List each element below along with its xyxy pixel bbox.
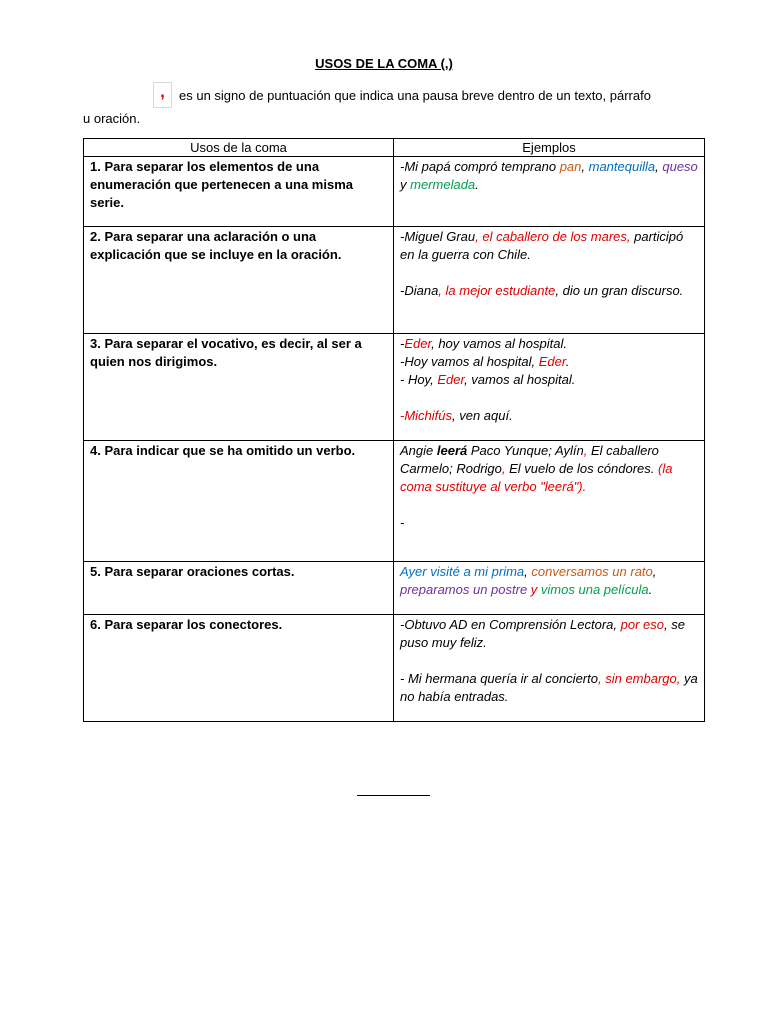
example-text-segment: (la coma sustituye al verbo "leerá").: [400, 461, 673, 494]
example-paragraph: [400, 371, 699, 389]
example-paragraph: [400, 407, 699, 425]
table-row: [84, 157, 705, 227]
example-paragraph: [400, 228, 699, 264]
example-text-segment: ,: [501, 461, 506, 476]
comma-symbol-box: ,: [153, 82, 172, 108]
example-text-segment: Paco Yunque; Aylín: [467, 443, 584, 458]
example-text-segment: leerá: [436, 443, 468, 458]
example-paragraph: [400, 670, 699, 706]
example-text-segment: , el caballero de los mares,: [475, 229, 631, 244]
example-text-segment: Eder: [437, 372, 465, 387]
table-header-row: [84, 139, 705, 157]
comma-use-examples: [394, 441, 705, 562]
example-text-segment: -Hoy vamos al hospital,: [400, 354, 539, 369]
example-text-segment: mantequilla: [588, 159, 656, 174]
example-text-segment: ,: [652, 564, 657, 579]
example-paragraph: [400, 442, 699, 496]
example-text-segment: -: [400, 336, 405, 351]
example-text-segment: pan: [559, 159, 582, 174]
example-text-segment: Ayer visité a mi prima: [400, 564, 525, 579]
example-text-segment: .: [565, 354, 570, 369]
example-text-segment: preparamos un postre: [400, 582, 528, 597]
intro-text-line-2: u oración.: [83, 111, 141, 126]
intro-text-line-1: es un signo de puntuación que indica una pausa breve dentro de un texto, párrafo: [179, 88, 651, 103]
example-text-segment: ,: [655, 159, 663, 174]
example-text-segment: participó en la guerra con Chile.: [400, 229, 684, 262]
example-paragraph: [400, 563, 699, 599]
example-paragraph: [400, 616, 699, 652]
comma-use-description: 3. Para separar el vocativo, es decir, al ser a quien nos dirigimos.: [84, 334, 394, 441]
column-header-uses: Usos de la coma: [84, 139, 394, 157]
comma-use-description: 5. Para separar oraciones cortas.: [84, 562, 394, 615]
comma-use-examples: [394, 334, 705, 441]
example-text-segment: .: [648, 582, 653, 597]
example-text-segment: - Mi hermana quería ir al concierto: [400, 671, 598, 686]
example-text-segment: El caballero Carmelo; Rodrigo: [400, 443, 659, 476]
column-header-examples: Ejemplos: [394, 139, 705, 157]
table-row: [84, 562, 705, 615]
signature-line: [357, 795, 430, 796]
example-text-segment: ,: [581, 159, 589, 174]
comma-uses-table: [83, 138, 705, 722]
example-paragraph: [400, 353, 699, 371]
example-text-segment: por eso: [620, 617, 665, 632]
comma-use-examples: [394, 157, 705, 227]
example-text-segment: , vamos al hospital.: [464, 372, 576, 387]
table-row: [84, 441, 705, 562]
example-text-segment: El vuelo de los cóndores.: [505, 461, 658, 476]
example-text-segment: -Mi papá compró temprano: [400, 159, 560, 174]
example-paragraph: [400, 514, 699, 532]
example-paragraph: [400, 335, 699, 353]
comma-use-description: 1. Para separar los elementos de una enumeración que pertenecen a una misma serie.: [84, 157, 394, 227]
comma-use-examples: [394, 615, 705, 722]
comma-use-description: 4. Para indicar que se ha omitido un verbo.: [84, 441, 394, 562]
example-paragraph: [400, 158, 699, 194]
example-text-segment: -: [400, 515, 405, 530]
example-text-segment: , sin embargo,: [597, 671, 681, 686]
example-text-segment: , la mejor estudiante: [438, 283, 556, 298]
example-text-segment: y: [527, 582, 541, 597]
example-text-segment: conversamos un rato: [531, 564, 653, 579]
example-spacer: [400, 264, 699, 282]
example-text-segment: , dio un gran discurso.: [555, 283, 684, 298]
example-text-segment: -Michifús: [400, 408, 453, 423]
table-row: [84, 615, 705, 722]
example-text-segment: ,: [524, 564, 532, 579]
example-spacer: [400, 389, 699, 407]
comma-use-examples: [394, 562, 705, 615]
example-text-segment: ,: [583, 443, 588, 458]
example-text-segment: Eder: [404, 336, 432, 351]
comma-use-description: 6. Para separar los conectores.: [84, 615, 394, 722]
table-row: [84, 334, 705, 441]
example-text-segment: y: [400, 177, 411, 192]
example-text-segment: -Obtuvo AD en Comprensión Lectora,: [400, 617, 621, 632]
example-text-segment: , hoy vamos al hospital.: [431, 336, 567, 351]
example-text-segment: , ven aquí.: [452, 408, 513, 423]
table-row: [84, 227, 705, 334]
example-text-segment: - Hoy,: [400, 372, 438, 387]
example-text-segment: Angie: [400, 443, 437, 458]
example-text-segment: vimos una película: [540, 582, 649, 597]
comma-use-description: 2. Para separar una aclaración o una explicación que se incluye en la oración.: [84, 227, 394, 334]
comma-use-examples: [394, 227, 705, 334]
example-paragraph: [400, 282, 699, 300]
example-text-segment: mermelada: [410, 177, 476, 192]
example-spacer: [400, 496, 699, 514]
example-text-segment: Eder: [538, 354, 566, 369]
example-text-segment: -Diana: [400, 283, 439, 298]
document-title: USOS DE LA COMA (,): [315, 56, 453, 71]
example-text-segment: .: [475, 177, 479, 192]
example-spacer: [400, 652, 699, 670]
example-text-segment: , se puso muy feliz.: [400, 617, 685, 650]
example-text-segment: -Miguel Grau: [400, 229, 476, 244]
example-text-segment: ya no había entradas.: [400, 671, 698, 704]
example-text-segment: queso: [662, 159, 698, 174]
